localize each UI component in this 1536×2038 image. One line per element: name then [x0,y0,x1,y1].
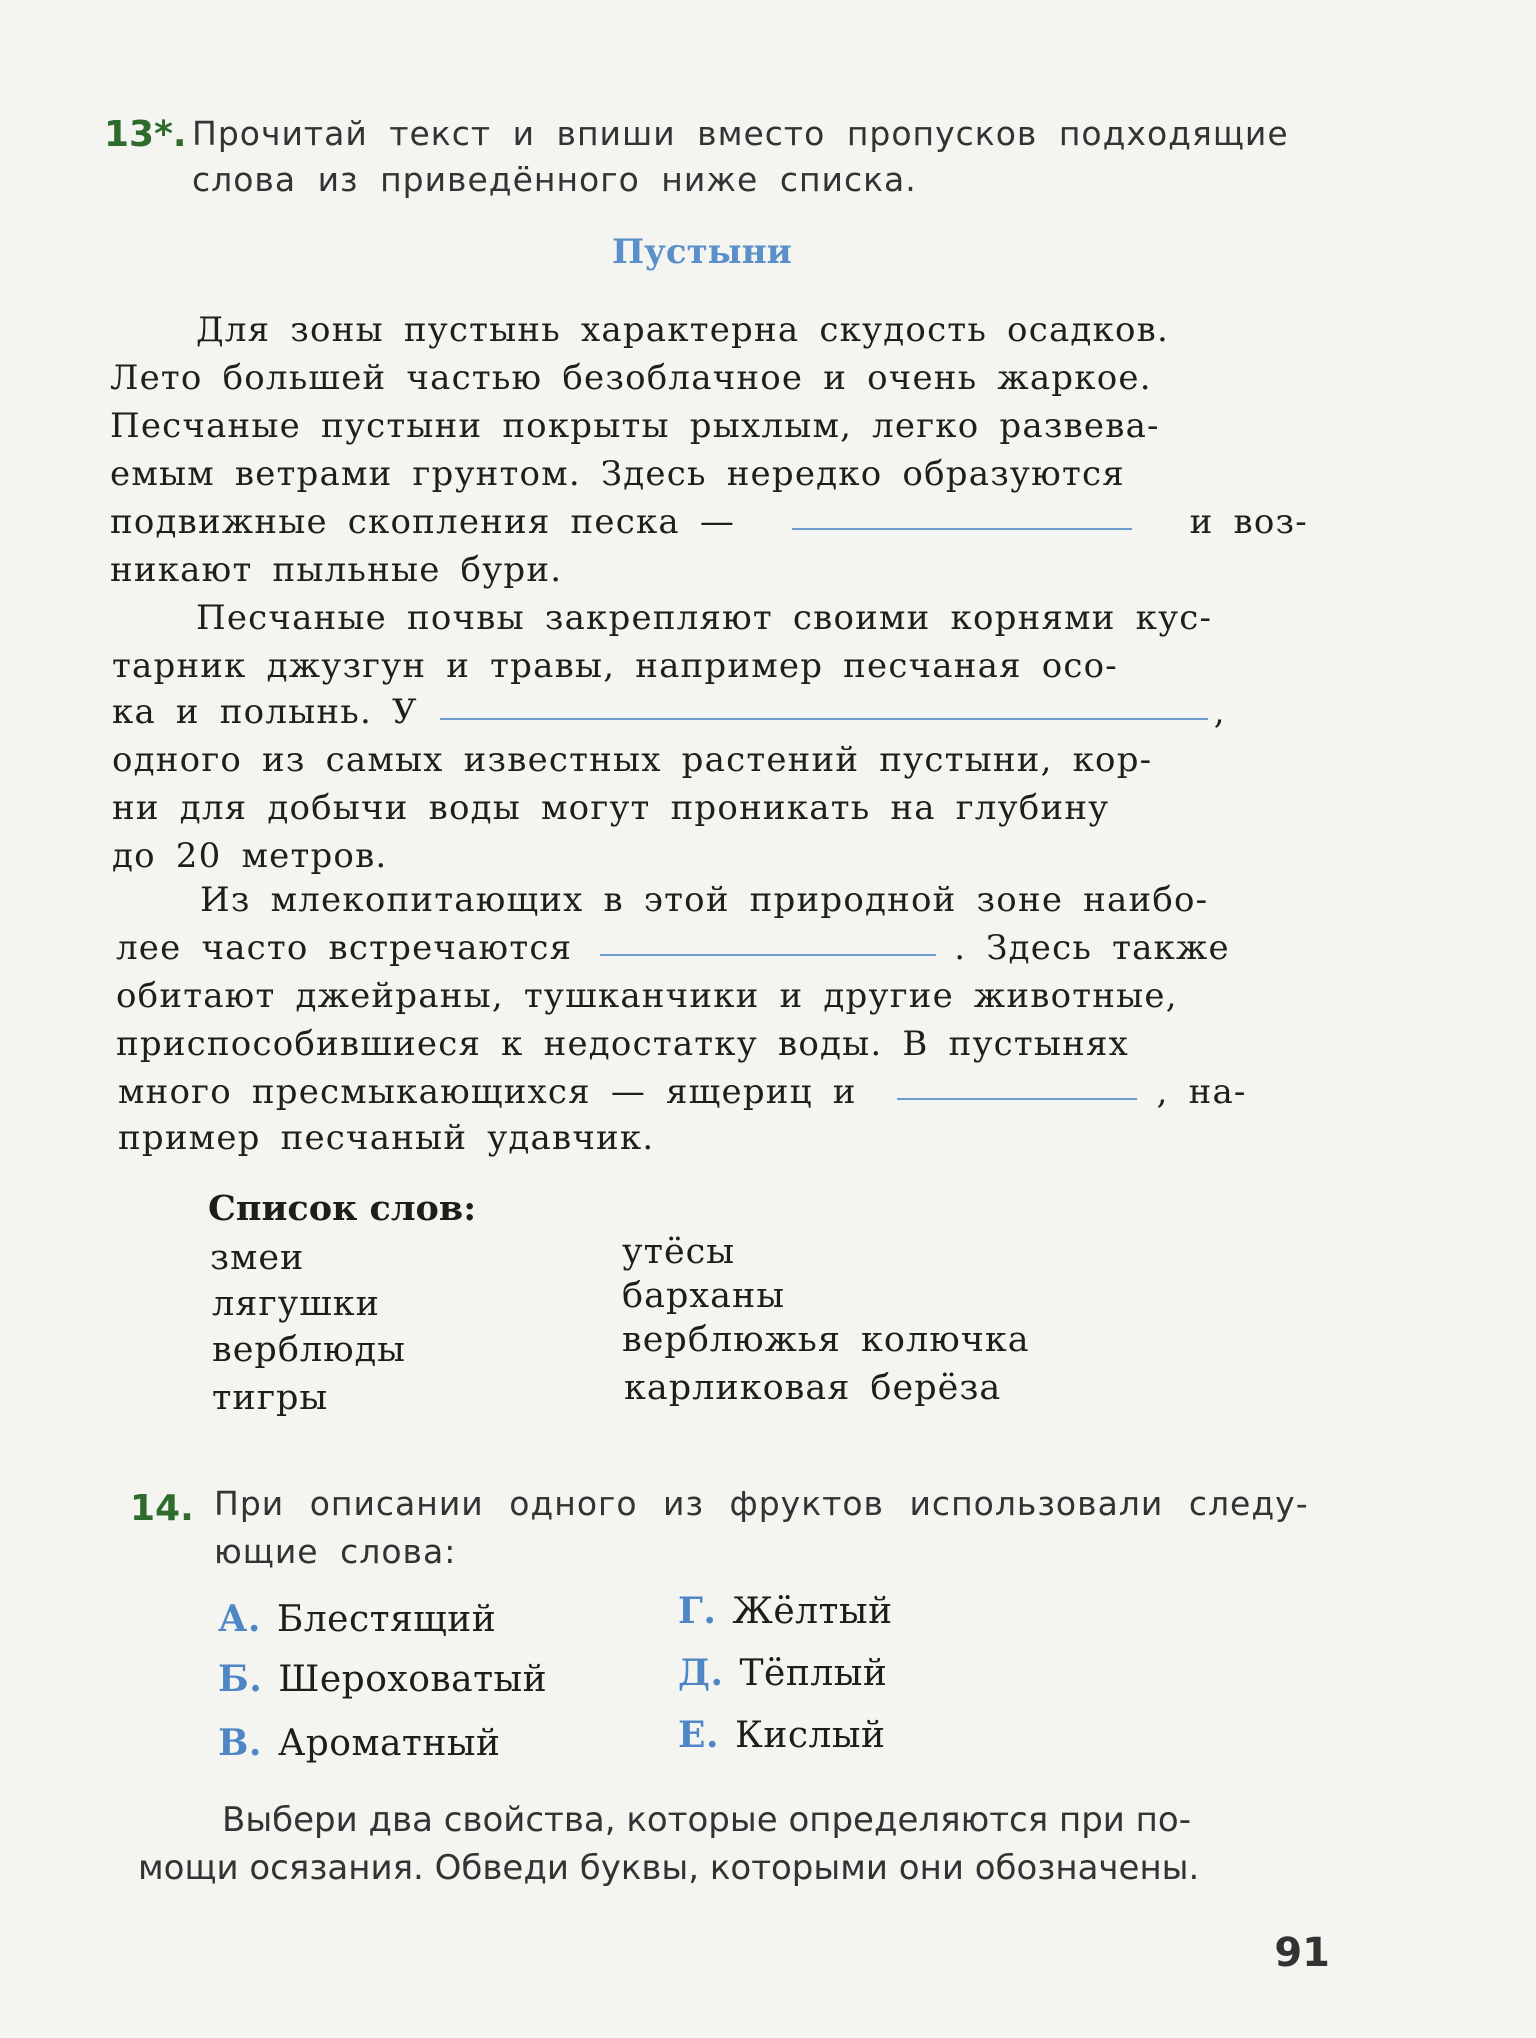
text-line: ни для добычи воды могут проникать на глубину [112,788,1110,828]
page-number: 91 [1274,1930,1330,1976]
option-e[interactable]: Е. Кислый [678,1714,886,1756]
text-line: обитают джейраны, тушканчики и другие животные, [116,976,1178,1016]
task-14-question-line-2: мощи осязания. Обведи буквы, которыми они обозначены. [138,1848,1200,1888]
text-line-with-blank: много пресмыкающихся — ящериц и , на- [118,1072,1247,1112]
task-13-instruction-line-2: слова из приведённого ниже списка. [192,160,917,199]
text-line: Песчаные пустыни покрыты рыхлым, легко развева- [110,406,1160,446]
word-list-item: верблюжья колючка [622,1320,1030,1360]
word-list-item: лягушки [212,1284,380,1324]
text-title: Пустыни [612,232,792,272]
task-14-instruction-line-1: При описании одного из фруктов использовали следу- [214,1484,1309,1523]
text-line: до 20 метров. [112,836,388,876]
text-line: Лето большей частью безоблачное и очень жаркое. [110,358,1152,398]
task-14-number: 14. [130,1488,194,1529]
word-list-item: карликовая берёза [624,1368,1002,1408]
answer-blank-4[interactable] [897,1072,1137,1100]
option-b[interactable]: Б. Шероховатый [218,1658,548,1700]
text-line-with-blank: лее часто встречаются . Здесь также [116,928,1230,968]
task-13-number: 13*. [104,114,187,155]
word-list-item: верблюды [212,1330,407,1370]
word-list-item: барханы [622,1276,786,1316]
text-line: Для зоны пустынь характерна скудость осадков. [196,310,1170,350]
word-list-title: Список слов: [208,1188,477,1229]
text-line: приспособившиеся к недостатку воды. В пустынях [116,1024,1130,1064]
answer-blank-3[interactable] [600,928,936,956]
word-list-item: утёсы [622,1232,736,1272]
text-line-with-blank: ка и полынь. У , [112,692,1226,732]
word-list-item: тигры [212,1378,329,1418]
text-line: пример песчаный удавчик. [118,1118,655,1158]
text-line: никают пыльные бури. [110,550,563,590]
text-line: тарник джузгун и травы, например песчаная осо- [112,646,1118,686]
option-a[interactable]: А. Блестящий [218,1598,497,1640]
text-line: Песчаные почвы закрепляют своими корнями кус- [196,598,1213,638]
text-line-with-blank: подвижные скопления песка — и воз- [110,502,1308,542]
task-14-instruction-line-2: ющие слова: [214,1532,457,1571]
answer-blank-1[interactable] [792,502,1132,530]
option-g[interactable]: Г. Жёлтый [678,1590,893,1632]
text-line: одного из самых известных растений пустыни, кор- [112,740,1153,780]
answer-blank-2[interactable] [440,692,1208,720]
text-line: емым ветрами грунтом. Здесь нередко образуются [110,454,1125,494]
text-line: Из млекопитающих в этой природной зоне наибо- [200,880,1209,920]
word-list-item: змеи [210,1238,305,1278]
option-d[interactable]: Д. Тёплый [678,1652,888,1694]
task-14-question-line-1: Выбери два свойства, которые определяются при по- [222,1800,1191,1840]
option-v[interactable]: В. Ароматный [218,1722,501,1764]
task-13-instruction-line-1: Прочитай текст и впиши вместо пропусков подходящие [192,114,1289,153]
